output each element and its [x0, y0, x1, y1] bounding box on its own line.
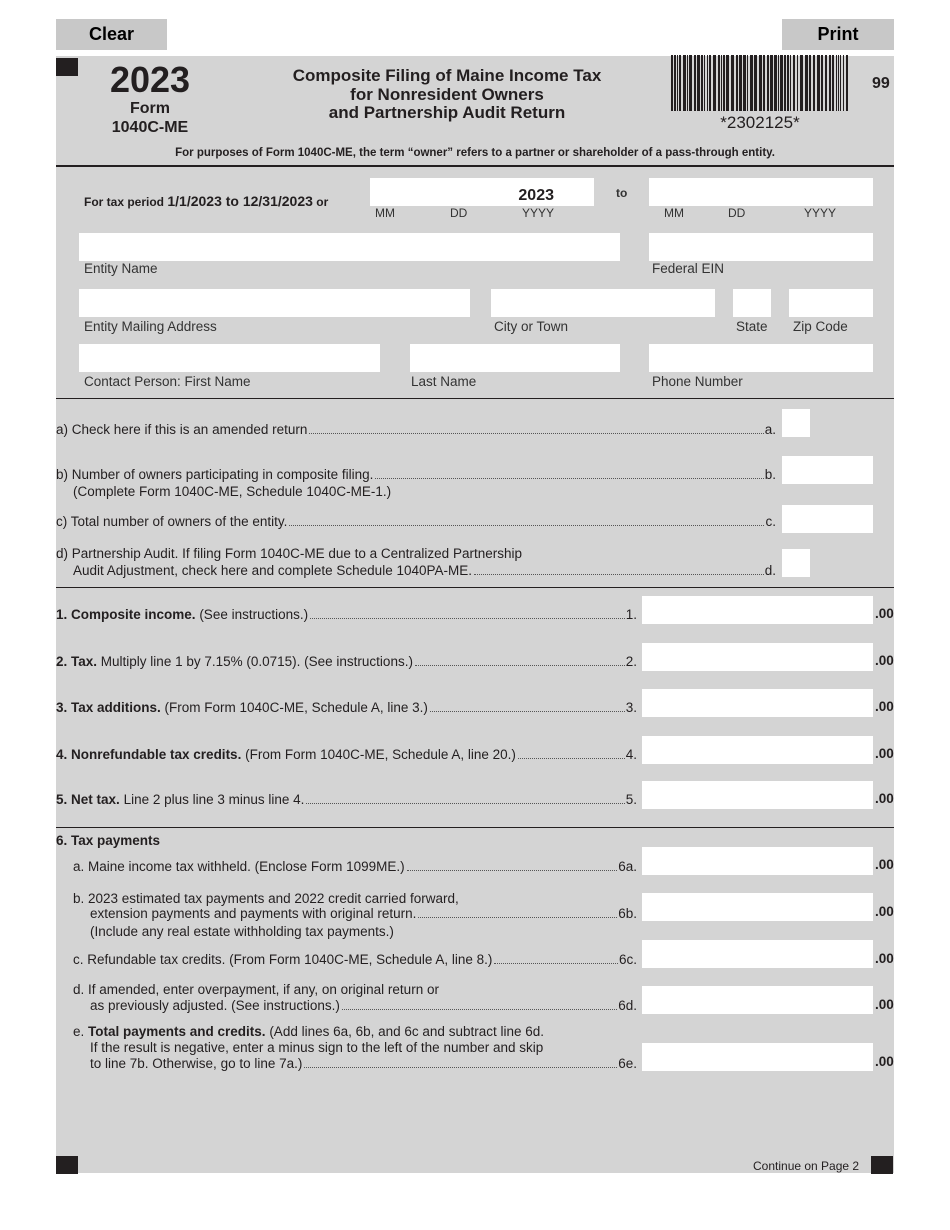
- line-text: Multiply line 1 by 7.15% (0.0715). (See instructions.): [97, 654, 413, 669]
- tax-payments-heading: 6. Tax payments: [56, 833, 161, 848]
- dd-label: DD: [450, 206, 468, 220]
- barcode-bar: [731, 55, 734, 111]
- barcode-bar: [770, 55, 773, 111]
- barcode-bar: [809, 55, 811, 111]
- barcode-bar: [838, 55, 839, 111]
- barcode-bar: [721, 55, 722, 111]
- participating-owners-input[interactable]: [782, 456, 873, 484]
- line-key: 2.: [625, 654, 637, 669]
- line-text: b. 2023 estimated tax payments and 2022 credit carried forward,: [73, 891, 459, 906]
- cents-label: .00: [875, 699, 894, 714]
- question-key: b.: [764, 467, 776, 482]
- question-text: c) Total number of owners of the entity.: [56, 514, 288, 529]
- barcode-bar: [797, 55, 798, 111]
- line-key: 6a.: [618, 859, 637, 874]
- cents-label: .00: [875, 997, 894, 1012]
- line-key: 1.: [625, 607, 637, 622]
- question-a: [56, 422, 776, 437]
- period-start-input[interactable]: 2023: [370, 178, 594, 206]
- contact-first-name-label: Contact Person: First Name: [84, 374, 251, 389]
- line-key: 6b.: [618, 906, 637, 921]
- line-6e: [90, 1056, 637, 1071]
- contact-first-name-input[interactable]: [79, 344, 380, 372]
- line-label: [56, 700, 428, 715]
- barcode-bar: [787, 55, 789, 111]
- barcode-bar: [832, 55, 834, 111]
- barcode-bar: [687, 55, 688, 111]
- cents-label: .00: [875, 791, 894, 806]
- question-b: [56, 467, 776, 482]
- barcode-bar: [829, 55, 831, 111]
- barcode-bar: [754, 55, 757, 111]
- to-label: to: [616, 186, 628, 200]
- print-button[interactable]: Print: [782, 19, 894, 50]
- line-text: (From Form 1040C-ME, Schedule A, line 20.): [241, 747, 516, 762]
- zip-input[interactable]: [789, 289, 873, 317]
- barcode-bar: [739, 55, 742, 111]
- line-6d: [90, 998, 637, 1013]
- owner-note: For purposes of Form 1040C-ME, the term “owner” refers to a partner or shareholder of a pass-through entity.: [175, 147, 775, 159]
- label-dates: 1/1/2023 to 12/31/2023: [167, 193, 313, 209]
- line-6c-input[interactable]: [642, 940, 873, 968]
- barcode-bar: [723, 55, 725, 111]
- cents-label: .00: [875, 606, 894, 621]
- barcode-bar: [840, 55, 841, 111]
- cents-label: .00: [875, 904, 894, 919]
- city-input[interactable]: [491, 289, 715, 317]
- registration-mark: [871, 1156, 893, 1174]
- line-text: (Add lines 6a, 6b, and 6c and subtract line 6d.: [265, 1024, 544, 1039]
- question-key: d.: [764, 563, 776, 578]
- barcode-bar: [718, 55, 720, 111]
- form-number: 1040C-ME: [111, 119, 189, 136]
- phone-input[interactable]: [649, 344, 873, 372]
- barcode-bar: [836, 55, 837, 111]
- federal-ein-input[interactable]: [649, 233, 873, 261]
- line-6a-input[interactable]: [642, 847, 873, 875]
- form-year: 2023: [109, 59, 191, 100]
- clear-button[interactable]: Clear: [56, 19, 167, 50]
- mm-label: MM: [375, 206, 395, 220]
- barcode-bar: [671, 55, 673, 111]
- question-text: Audit Adjustment, check here and complete Schedule 1040PA-ME.: [73, 563, 472, 578]
- total-owners-input[interactable]: [782, 505, 873, 533]
- registration-mark: [56, 58, 78, 76]
- cents-label: .00: [875, 951, 894, 966]
- partnership-audit-checkbox[interactable]: [782, 549, 810, 577]
- line-3: [56, 700, 637, 715]
- barcode-bar: [707, 55, 708, 111]
- line-number: 2.: [56, 654, 68, 669]
- barcode-bar: [694, 55, 696, 111]
- line-label: [56, 747, 516, 762]
- barcode-bar: [817, 55, 820, 111]
- city-label: City or Town: [494, 319, 569, 334]
- line-6b: [90, 906, 637, 921]
- barcode-bar: [763, 55, 765, 111]
- line-number: 3.: [56, 700, 68, 715]
- label-prefix: For tax period: [84, 195, 165, 209]
- state-input[interactable]: [733, 289, 771, 317]
- barcode-bar: [805, 55, 808, 111]
- barcode: [670, 55, 850, 111]
- cents-label: .00: [875, 857, 894, 872]
- line-1: [56, 607, 637, 622]
- line-text: If the result is negative, enter a minus sign to the left of the number and skip: [90, 1040, 544, 1055]
- form-id: [100, 60, 200, 138]
- line-key: 3.: [625, 700, 637, 715]
- divider: [56, 398, 894, 399]
- registration-mark: [56, 1156, 78, 1174]
- form-word: Form: [130, 100, 170, 117]
- barcode-bar: [759, 55, 762, 111]
- entity-name-label: Entity Name: [84, 261, 158, 276]
- line-6e-input[interactable]: [642, 1043, 873, 1071]
- line-label: [56, 654, 413, 669]
- cents-label: .00: [875, 653, 894, 668]
- barcode-bar: [843, 55, 844, 111]
- question-key: a.: [764, 422, 776, 437]
- divider: [56, 165, 894, 167]
- line-6b-input[interactable]: [642, 893, 873, 921]
- barcode-bar: [743, 55, 746, 111]
- barcode-bar: [813, 55, 815, 111]
- line-6a: [73, 859, 637, 874]
- barcode-bar: [846, 55, 848, 111]
- barcode-bar: [713, 55, 716, 111]
- last-name-input[interactable]: [410, 344, 620, 372]
- barcode-bar: [784, 55, 786, 111]
- cents-label: .00: [875, 1054, 894, 1069]
- line-key: 6e.: [618, 1056, 637, 1071]
- question-text: b) Number of owners participating in composite filing.: [56, 467, 374, 482]
- title-line: and Partnership Audit Return: [328, 103, 566, 122]
- line-number: 4.: [56, 747, 68, 762]
- line-4-input[interactable]: [642, 736, 873, 764]
- barcode-bar: [747, 55, 748, 111]
- barcode-bar: [800, 55, 803, 111]
- line-bold: Total payments and credits.: [88, 1024, 266, 1039]
- line-key: 5.: [625, 792, 637, 807]
- question-text: d) Partnership Audit. If filing Form 1040C-ME due to a Centralized Partnership: [56, 546, 522, 561]
- question-key: c.: [765, 514, 776, 529]
- yyyy-label: YYYY: [804, 206, 837, 220]
- line-key: 6c.: [618, 952, 637, 967]
- line-5: [56, 792, 637, 807]
- barcode-bar: [677, 55, 678, 111]
- barcode-bar: [683, 55, 686, 111]
- line-number: 1.: [56, 607, 68, 622]
- line-label: [56, 792, 304, 807]
- barcode-bar: [679, 55, 681, 111]
- barcode-bar: [790, 55, 791, 111]
- mailing-address-input[interactable]: [79, 289, 470, 317]
- title-line: Composite Filing of Maine Income Tax: [292, 66, 602, 85]
- federal-ein-label: Federal EIN: [652, 261, 725, 276]
- tax-period-label: [84, 193, 328, 209]
- line-text: as previously adjusted. (See instructions.): [90, 998, 340, 1013]
- title-line: for Nonresident Owners: [350, 84, 544, 104]
- dd-label: DD: [728, 206, 746, 220]
- divider: [56, 827, 894, 828]
- line-text: (From Form 1040C-ME, Schedule A, line 3.): [160, 700, 428, 715]
- barcode-bar: [726, 55, 729, 111]
- continue-note: Continue on Page 2: [753, 1159, 860, 1173]
- barcode-bar: [689, 55, 692, 111]
- barcode-bar: [736, 55, 738, 111]
- line-text: extension payments and payments with original return.: [90, 906, 417, 921]
- line-1-input[interactable]: [642, 596, 873, 624]
- barcode-bar: [674, 55, 676, 111]
- barcode-bar: [793, 55, 795, 111]
- barcode-bar: [825, 55, 827, 111]
- line-label: [56, 607, 308, 622]
- state-label: State: [736, 319, 768, 334]
- amended-checkbox[interactable]: [782, 409, 810, 437]
- question-subtext: (Complete Form 1040C-ME, Schedule 1040C-ME-1.): [73, 484, 392, 499]
- cents-label: .00: [875, 746, 894, 761]
- question-d: [73, 563, 776, 578]
- line-6c: [73, 952, 637, 967]
- question-text: a) Check here if this is an amended return: [56, 422, 308, 437]
- line-key: 6d.: [618, 998, 637, 1013]
- phone-label: Phone Number: [652, 374, 743, 389]
- question-c: [56, 514, 776, 529]
- line-text: (See instructions.): [195, 607, 309, 622]
- line-text: c. Refundable tax credits. (From Form 1040C-ME, Schedule A, line 8.): [73, 952, 493, 967]
- line-2-input[interactable]: [642, 643, 873, 671]
- last-name-label: Last Name: [411, 374, 477, 389]
- line-text: Line 2 plus line 3 minus line 4.: [119, 792, 305, 807]
- yyyy-label: YYYY: [522, 206, 555, 220]
- mm-label: MM: [664, 206, 684, 220]
- line-4: [56, 747, 637, 762]
- line-2: [56, 654, 637, 669]
- barcode-bar: [774, 55, 777, 111]
- divider: [56, 587, 894, 588]
- barcode-bar: [821, 55, 823, 111]
- line-bold: Composite income.: [71, 607, 196, 622]
- line-text: to line 7b. Otherwise, go to line 7a.): [90, 1056, 303, 1071]
- barcode-bar: [750, 55, 753, 111]
- line-3-input[interactable]: [642, 689, 873, 717]
- barcode-bar: [709, 55, 711, 111]
- zip-label: Zip Code: [793, 319, 848, 334]
- barcode-bar: [780, 55, 783, 111]
- form-title: [257, 67, 637, 123]
- barcode-bar: [697, 55, 700, 111]
- line-prefix: e.: [73, 1024, 89, 1039]
- line-6d-input[interactable]: [642, 986, 873, 1014]
- barcode-text: *2302125*: [720, 113, 800, 132]
- line-number: 5.: [56, 792, 68, 807]
- line-key: 4.: [625, 747, 637, 762]
- barcode-bar: [767, 55, 769, 111]
- line-text: a. Maine income tax withheld. (Enclose Form 1099ME.): [73, 859, 405, 874]
- line-text: (Include any real estate withholding tax payments.): [90, 924, 394, 939]
- line-bold: Tax additions.: [71, 700, 161, 715]
- entity-name-input[interactable]: [79, 233, 620, 261]
- label-or: or: [316, 195, 329, 209]
- corner-code: 99: [872, 75, 890, 92]
- barcode-bar: [778, 55, 779, 111]
- mailing-address-label: Entity Mailing Address: [84, 319, 217, 334]
- line-bold: Tax.: [71, 654, 98, 669]
- barcode-bar: [701, 55, 703, 111]
- barcode-bar: [704, 55, 705, 111]
- line-bold: Nonrefundable tax credits.: [71, 747, 242, 762]
- line-text: d. If amended, enter overpayment, if any, on original return or: [73, 982, 439, 997]
- line-5-input[interactable]: [642, 781, 873, 809]
- line-6e-text: [73, 1024, 544, 1039]
- line-bold: Net tax.: [71, 792, 120, 807]
- period-end-input[interactable]: [649, 178, 873, 206]
